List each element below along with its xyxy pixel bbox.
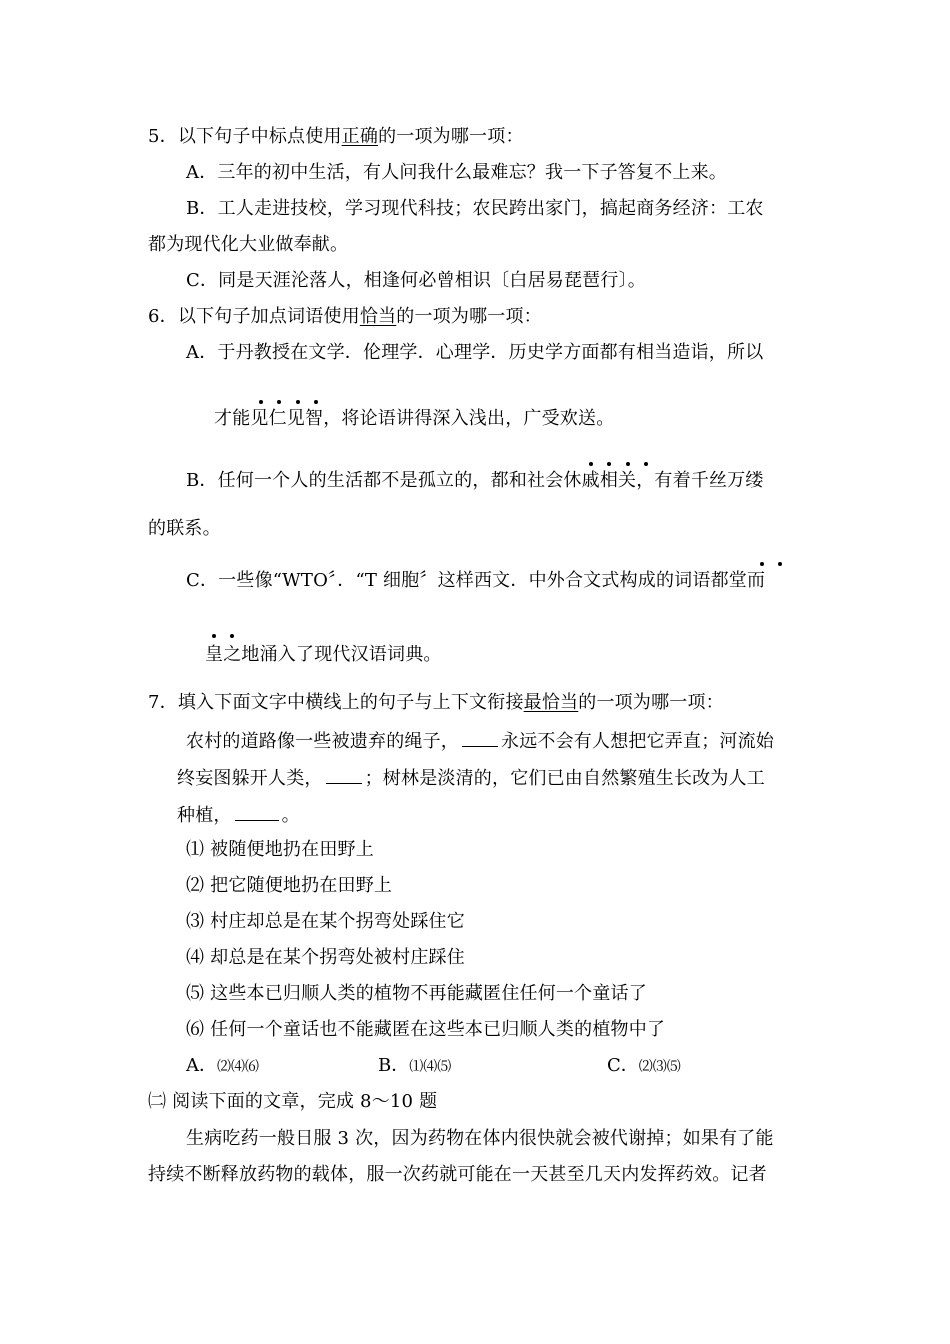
q6-option-a-line2: 才能见仁见智，将论语讲得深入浅出，广受欢送。	[214, 408, 615, 429]
emphasis-dot	[314, 400, 318, 404]
emphasis-dot	[259, 400, 263, 404]
emphasis-dot	[607, 462, 611, 466]
q7-stem	[148, 691, 724, 715]
q6-option-b-line2: 的联系。	[148, 518, 221, 539]
q7-passage-text: 农村的道路像一些被遗弃的绳子，	[186, 731, 459, 752]
q5-stem	[148, 125, 524, 149]
q7-stem-pre: 7．填入下面文字中横线上的句子与上下文衔接	[148, 692, 524, 713]
q7-choice-b	[378, 1054, 451, 1079]
emphasis-dot	[644, 462, 648, 466]
q7-item: ⑸ 这些本已归顺人类的植物不再能藏匿住任何一个童话了	[186, 983, 647, 1004]
q7-passage-line3	[177, 802, 300, 828]
q7-choice-a	[186, 1054, 259, 1079]
article-paragraph-line1: 生病吃药一般日服 3 次，因为药物在体内很快就会被代谢掉；如果有了能	[186, 1128, 774, 1149]
q7-passage-line2	[177, 765, 765, 791]
q5-option-b-line1: B．工人走进技校，学习现代科技；农民跨出家门，搞起商务经济：工农	[186, 198, 764, 219]
emphasis-dot	[230, 634, 234, 638]
fill-blank-2	[326, 765, 362, 784]
q7-stem-keyword: 最恰当	[523, 692, 579, 713]
choice-label: A．	[186, 1055, 217, 1076]
q7-item: ⑵ 把它随便地扔在田野上	[186, 875, 393, 896]
q6-option-b-line1: B．任何一个人的生活都不是孤立的，都和社会休戚相关，有着千丝万缕	[186, 470, 764, 491]
q7-stem-post: 的一项为哪一项：	[578, 692, 724, 713]
choice-label: C．	[607, 1055, 639, 1076]
q7-item: ⑶ 村庄却总是在某个拐弯处踩住它	[186, 911, 465, 932]
q7-item: ⑷ 却总是在某个拐弯处被村庄踩住	[186, 947, 465, 968]
q7-passage-text: ；树林是淡清的，它们已由自然繁殖生长改为人工	[364, 768, 766, 789]
q6-stem-post: 的一项为哪一项：	[396, 306, 542, 327]
emphasis-dot	[277, 400, 281, 404]
q7-passage-text: 。	[281, 805, 300, 826]
choice-value: ⑴⑷⑸	[409, 1059, 452, 1075]
q6-stem-keyword: 恰当	[359, 306, 397, 327]
article-paragraph-line2: 持续不断释放药物的载体，服一次药就可能在一天甚至几天内发挥药效。记者	[148, 1164, 767, 1185]
q7-passage-text: 终妄图躲开人类，	[177, 768, 323, 789]
choice-value: ⑵⑷⑹	[217, 1059, 259, 1075]
q5-stem-keyword: 正确	[341, 126, 379, 147]
q7-item: ⑴ 被随便地扔在田野上	[186, 839, 374, 860]
section-heading: ㈡ 阅读下面的文章，完成 8～10 题	[148, 1091, 438, 1112]
q6-option-a-line1: A．于丹教授在文学．伦理学．心理学．历史学方面都有相当造诣，所以	[186, 342, 764, 363]
emphasis-dot	[212, 634, 216, 638]
q6-stem	[148, 305, 542, 329]
emphasis-dot	[760, 562, 764, 566]
q7-passage-text: 种植，	[177, 805, 232, 826]
emphasis-dot	[589, 462, 593, 466]
q6-option-c-line2: 皇之地涌入了现代汉语词典。	[205, 644, 442, 665]
fill-blank-3	[235, 802, 279, 821]
q6-option-c-line1: C．一些像“WTO〞．“T 细胞〞这样西文．中外合文式构成的词语都堂而	[186, 570, 766, 591]
emphasis-dot	[626, 462, 630, 466]
emphasis-dot	[296, 400, 300, 404]
q5-option-b-line2: 都为现代化大业做奉献。	[148, 234, 349, 255]
emphasis-dot	[778, 562, 782, 566]
fill-blank-1	[462, 728, 498, 747]
choice-value: ⑵⑶⑸	[638, 1059, 681, 1075]
q7-item: ⑹ 任何一个童话也不能藏匿在这些本已归顺人类的植物中了	[186, 1019, 666, 1040]
choice-label: B．	[378, 1055, 410, 1076]
q7-passage-line1	[186, 728, 774, 754]
q7-passage-text: 永远不会有人想把它弄直；河流始	[501, 731, 774, 752]
q5-stem-post: 的一项为哪一项：	[378, 126, 524, 147]
q5-option-c: C．同是天涯沦落人，相逢何必曾相识〔白居易琵琶行〕。	[186, 270, 646, 291]
q5-stem-pre: 5．以下句子中标点使用	[148, 126, 342, 147]
q7-choice-c	[607, 1054, 681, 1079]
q5-option-a: A．三年的初中生活，有人问我什么最难忘？我一下子答复不上来。	[186, 162, 727, 183]
q6-stem-pre: 6．以下句子加点词语使用	[148, 306, 360, 327]
